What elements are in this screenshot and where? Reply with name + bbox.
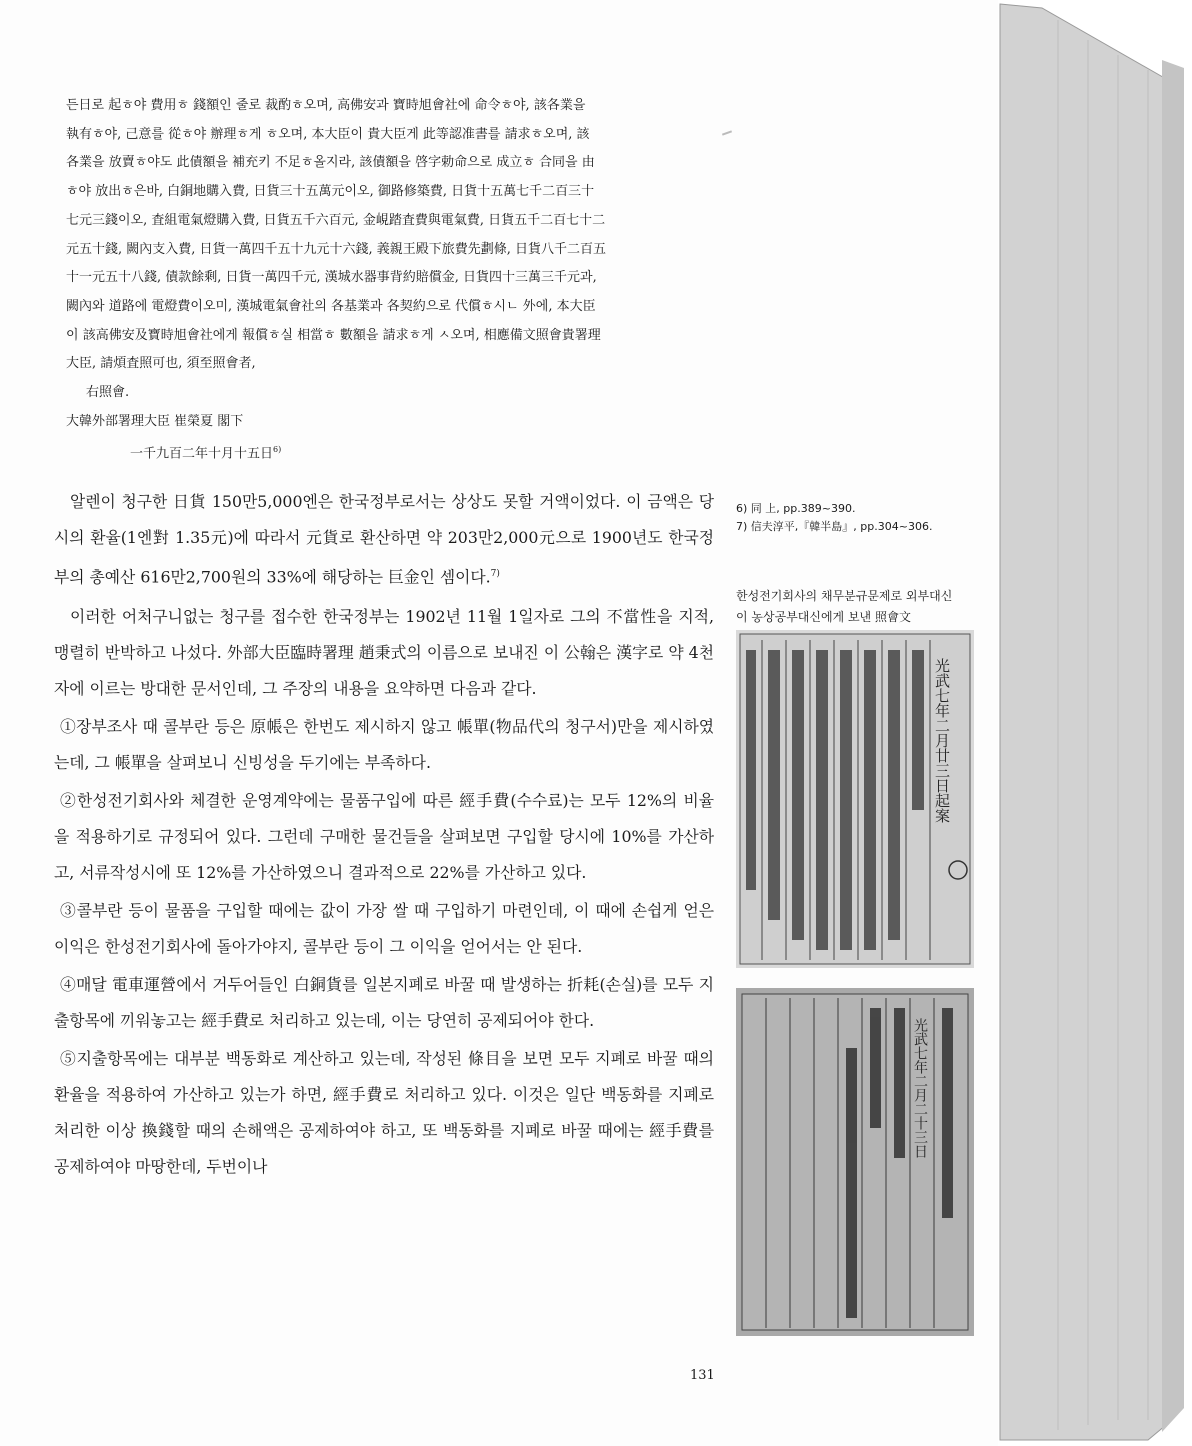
body-text — [54, 484, 714, 1185]
footnote: 7) 信夫淳平,『韓半島』, pp.304~306. — [736, 520, 933, 533]
paragraph — [54, 484, 714, 595]
quote-line: 十一元五十八錢, 債款餘剩, 日貨一萬四千元, 漢城水器事背約賠償金, 日貨四十三萬三千元과, — [66, 270, 597, 286]
quote-date — [66, 436, 716, 469]
quote-line: 七元三錢이오, 査組電氣燈購入費, 日貨五千六百元, 金峴踏査費與電氣費, 日貨五千二百七十二 — [66, 212, 606, 228]
doc1-title: 光武七年二月廿三日起案 — [933, 658, 951, 823]
footnote: 6) 同 上, pp.389~390. — [736, 502, 856, 515]
historical-document-image-1 — [736, 630, 974, 968]
footnote-ref: 6) — [273, 445, 282, 455]
quote-addressee: 大韓外部署理大臣 崔榮夏 閣下 — [66, 413, 244, 429]
quote-date-text: 一千九百二年十月十五日 — [130, 446, 274, 462]
paragraph: ①장부조사 때 콜부란 등은 原帳은 한번도 제시하지 않고 帳單(物品代의 청구서)만을 제시하였는데, 그 帳單을 살펴보니 신빙성을 두기에는 부족하다. — [54, 717, 714, 773]
footnotes — [736, 500, 976, 536]
footnote-ref: 7) — [490, 569, 500, 579]
quote-line: ㅎ야 放出ㅎ은바, 白銅地購入費, 日貨三十五萬元이오, 御路修築費, 日貨十五萬七千二百三十 — [66, 184, 595, 200]
paragraph: ⑤지출항목에는 대부분 백동화로 계산하고 있는데, 작성된 條目을 보면 모두 지폐로 바꿀 때의 환율을 적용하여 가산하고 있는가 하면, 經手費로 처리하고 있다. 이것은 일단 백동화를 지폐로 처리한 이상 換錢할 때의 손해액은 공제하여야 하고, 또 백동화를 지폐로 바꿀 때에는 經手費를 공제하여야 마땅한데, 두번이나 — [54, 1049, 714, 1177]
margin-mark — [722, 130, 732, 135]
paragraph-text: 알렌이 청구한 日貨 150만5,000엔은 한국정부로서는 상상도 못할 거액이었다. 이 금액은 당시의 환율(1엔對 1.35元)에 따라서 元貨로 환산하면 약 203만2,000元으로 1900년도 한국정부의 총예산 616만2,700원의 33%에 해당하는 巨金인 셈이다. — [54, 492, 714, 587]
historical-document-image-2 — [736, 988, 974, 1336]
quote-line: 元五十錢, 闕內支入費, 日貨一萬四千五十九元十六錢, 義親王殿下旅費先劃條, 日貨八千二百五 — [66, 241, 607, 257]
paragraph: ③콜부란 등이 물품을 구입할 때에는 값이 가장 쌀 때 구입하기 마련인데, 이 때에 손쉽게 얻은 이익은 한성전기회사에 돌아가야지, 콜부란 등이 그 이익을 얻어서는 안 된다. — [54, 901, 714, 957]
quote-line: 든日로 起ㅎ야 費用ㅎ 錢額인 줄로 裁酌ㅎ오며, 高佛安과 寶時旭會社에 命令ㅎ야, 該各業을 — [66, 98, 586, 113]
quote-line: 이 該高佛安及寶時旭會社에게 報償ㅎ실 相當ㅎ 數額을 請求ㅎ게 ㅅ오며, 相應備文照會貴署理 — [66, 327, 601, 343]
caption-line: 이 농상공부대신에게 보낸 照會文 — [736, 610, 911, 624]
quote-line: 各業을 放賣ㅎ야도 此債額을 補充키 不足ㅎ올지라, 該債額을 啓字勅命으로 成立ㅎ 合同을 由 — [66, 155, 595, 171]
quote-line: 執有ㅎ야, 己意를 從ㅎ야 辦理ㅎ게 ㅎ오며, 本大臣이 貴大臣게 此等認准書를 請求ㅎ오며, 該 — [66, 126, 590, 142]
book-edge — [998, 0, 1192, 1446]
paragraph: ②한성전기회사와 체결한 운영계약에는 물품구입에 따른 經手費(수수료)는 모두 12%의 비율을 적용하기로 규정되어 있다. 그런데 구매한 물건들을 살펴보면 구입할 당시에 10%를 가산하고, 서류작성시에 또 12%를 가산하였으니 결과적으로 22%를 가산하고 있다. — [54, 791, 714, 883]
page-number: 131 — [690, 1368, 715, 1383]
doc2-title: 光武七年二月二十三日 — [912, 1018, 928, 1158]
paragraph: 이러한 어처구니없는 청구를 접수한 한국정부는 1902년 11월 1일자로 그의 不當性을 지적, 맹렬히 반박하고 나섰다. 外部大臣臨時署理 趙秉式의 이름으로 보내진 이 公翰은 漢字로 약 4천자에 이르는 방대한 문서인데, 그 주장의 내용을 요약하면 다음과 같다. — [54, 607, 714, 699]
figure-caption — [736, 586, 986, 628]
quote-closing: 右照會. — [86, 385, 130, 401]
paragraph: ④매달 電車運營에서 거두어들인 白銅貨를 일본지폐로 바꿀 때 발생하는 折耗(손실)를 모두 지출항목에 끼워놓고는 經手費로 처리하고 있는데, 이는 당연히 공제되어야 한다. — [54, 975, 714, 1031]
quote-line: 闕內와 道路에 電燈費이오미, 漢城電氣會社의 各基業과 各契約으로 代償ㅎ시ㄴ 外에, 本大臣 — [66, 298, 596, 314]
quote-line: 大臣, 請煩査照可也, 須至照會者, — [66, 356, 256, 372]
quoted-document — [66, 92, 716, 469]
caption-line: 한성전기회사의 채무분규문제로 외부대신 — [736, 589, 953, 603]
